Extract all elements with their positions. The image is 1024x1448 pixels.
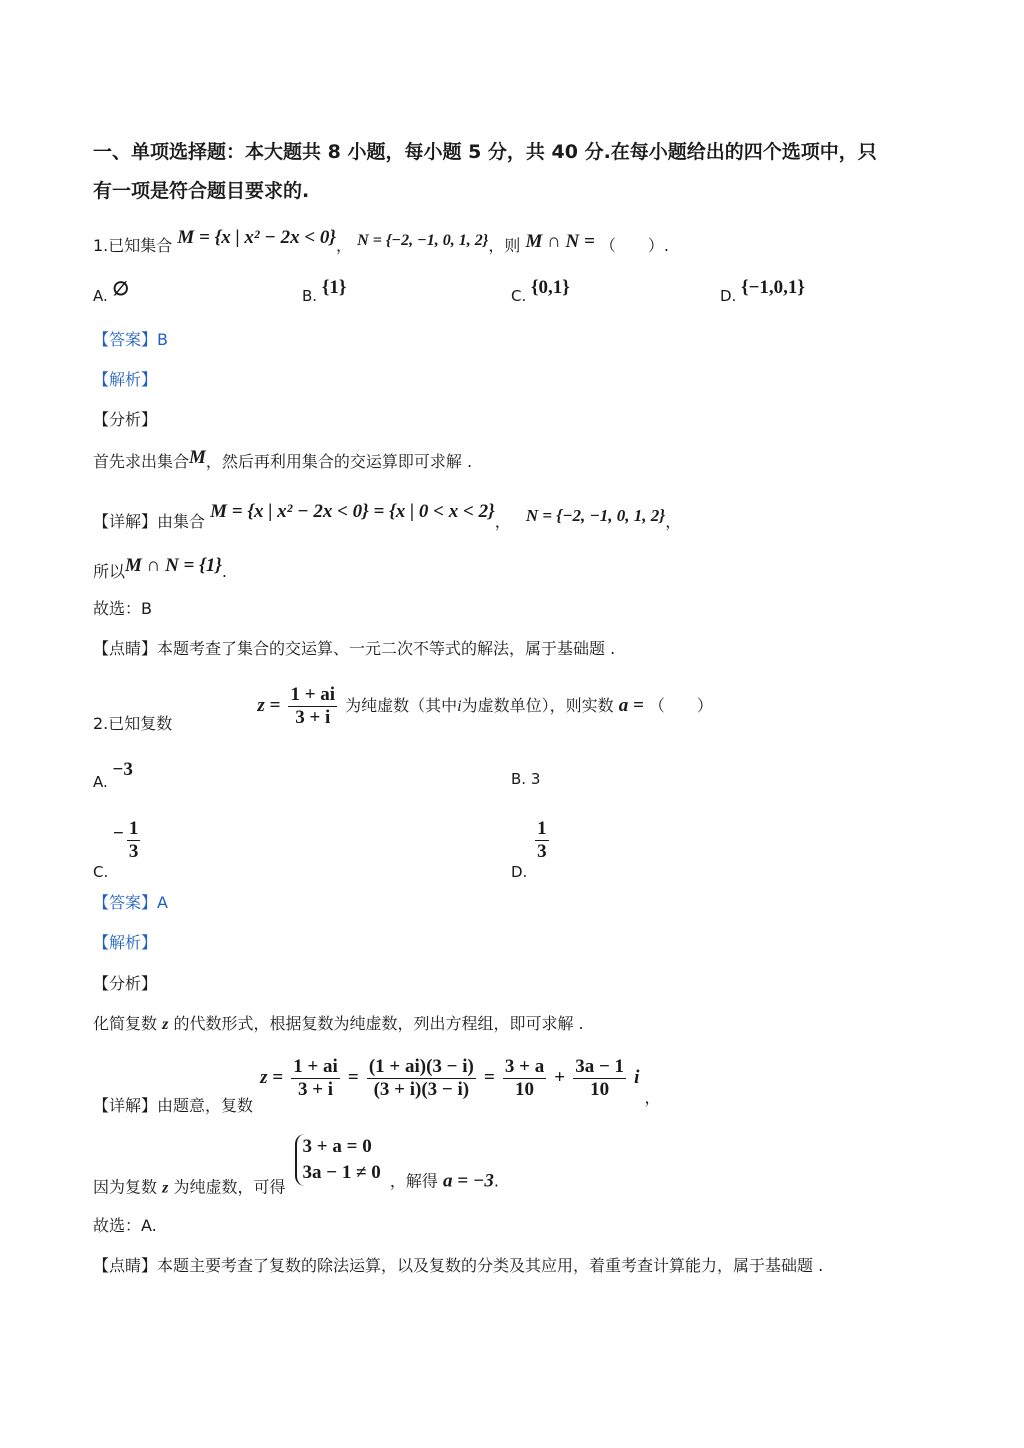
option-value: {1} [321, 277, 347, 298]
math-a: a = [618, 695, 644, 716]
review-tag: 【点睛】 [93, 1256, 158, 1275]
q1-prefix: 1.已知集合 [93, 236, 173, 255]
text: 由题意，复数 [157, 1096, 254, 1115]
equation-1: 3 + a = 0 [302, 1136, 372, 1157]
section-heading-line2: 有一项是符合题目要求的. [93, 180, 310, 202]
q1-option-b [302, 277, 347, 305]
math-eq: = [347, 1067, 359, 1088]
text: 化简复数 [93, 1014, 158, 1033]
q1-option-a [93, 279, 130, 305]
detail-frac-1 [291, 1056, 340, 1101]
q1-expr: M ∩ N = [525, 231, 595, 252]
text: 本题考查了集合的交运算、一元二次不等式的解法，属于基础题 . [157, 639, 616, 658]
option-value: {−1,0,1} [741, 277, 805, 298]
text: 首先求出集合 [93, 452, 190, 471]
numerator: (1 + ai)(3 − i) [368, 1056, 474, 1077]
q2-analysis-tag: 【解析】 [93, 933, 158, 952]
q1-sep: ， [336, 236, 353, 255]
q1-answer [93, 332, 168, 348]
denominator: 10 [590, 1079, 610, 1100]
q2-option-a [93, 759, 133, 791]
q2-fraction [288, 684, 337, 729]
math-plus: + [554, 1067, 566, 1088]
option-letter: D. [720, 287, 737, 305]
numerator: 1 + ai [293, 1056, 338, 1077]
section-heading-line1: 一、单项选择题：本大题共 8 小题，每小题 5 分，共 40 分.在每小题给出的四个选项中，只 [93, 141, 877, 163]
numerator: 1 [537, 818, 547, 839]
math-m: M [189, 447, 206, 468]
q2-detail [93, 1056, 661, 1117]
math-z: z [162, 1016, 169, 1033]
q2-blank: （ ） [648, 696, 713, 715]
detail-tag: 【详解】 [93, 1096, 158, 1115]
q1-fenxi [93, 447, 473, 471]
q2-stem [93, 684, 713, 735]
math-result: M ∩ N = {1} [125, 555, 222, 576]
q1-option-d [720, 277, 805, 305]
q1-review [93, 641, 615, 657]
q1-then: ，则 [488, 236, 521, 255]
math-set-n: N = {−2, −1, 0, 1, 2} [525, 506, 666, 525]
q2-fenxi [93, 1016, 584, 1033]
numerator: 1 + ai [290, 684, 336, 705]
detail-tag: 【详解】 [93, 512, 158, 531]
denominator: 3 [537, 841, 547, 862]
option-value: −3 [112, 759, 133, 780]
q2-review [93, 1258, 823, 1274]
numerator: 1 [128, 818, 139, 839]
denominator: (3 + i)(3 − i) [373, 1079, 470, 1100]
denominator: 3 + i [295, 707, 331, 728]
text: 为虚数单位），则实数 [461, 696, 614, 715]
q1-set-n: N = {−2, −1, 0, 1, 2} [357, 232, 489, 249]
q2-option-c [93, 818, 143, 880]
denominator: 10 [515, 1079, 535, 1100]
numerator: 3a − 1 [575, 1056, 625, 1077]
text: 本题主要考查了复数的除法运算，以及复数的分类及其应用，着重考查计算能力，属于基础题 . [157, 1256, 824, 1275]
answer-value: A [157, 893, 168, 912]
text: . [493, 1171, 499, 1191]
option-fraction [535, 818, 549, 863]
answer-value: B [157, 330, 168, 349]
option-letter: B. [511, 770, 527, 788]
detail-frac-3 [503, 1056, 546, 1101]
math-z: z = [260, 1067, 284, 1088]
text: 所以 [93, 562, 126, 581]
q1-option-c [511, 277, 570, 305]
q2-option-b [511, 772, 540, 787]
answer-tag: 【答案】 [93, 330, 158, 349]
denominator: 3 + i [297, 1079, 334, 1100]
text: ， [644, 1088, 661, 1107]
q1-detail [93, 501, 682, 531]
option-letter: C. [93, 863, 109, 881]
answer-tag: 【答案】 [93, 893, 158, 912]
option-value: 3 [530, 770, 541, 788]
math-solution: a = −3 [443, 1170, 494, 1192]
detail-frac-2 [367, 1056, 476, 1101]
text: ， [665, 512, 682, 531]
text: 为纯虚数，可得 [173, 1177, 286, 1197]
option-letter: A. [93, 287, 108, 305]
math-eq: = [483, 1067, 495, 1088]
q1-so [93, 555, 227, 581]
math-z: z = [257, 695, 281, 716]
text: ， [494, 512, 511, 531]
q2-prefix: 2.已知复数 [93, 714, 173, 733]
option-letter: B. [302, 287, 318, 305]
option-letter: C. [511, 287, 527, 305]
math-i: i [457, 698, 462, 715]
math-z: z [162, 1179, 169, 1197]
text: ，解得 [389, 1171, 438, 1191]
math-set-m: M = {x | x² − 2x < 0} = {x | 0 < x < 2} [210, 501, 495, 522]
equation-system [295, 1134, 381, 1186]
option-value: ∅ [112, 279, 130, 300]
text: 因为复数 [93, 1177, 158, 1197]
q2-answer [93, 895, 168, 911]
option-letter: A. [93, 773, 108, 791]
q1-analysis-tag: 【解析】 [93, 370, 158, 389]
option-letter: D. [511, 863, 528, 881]
text: . [221, 562, 227, 581]
math-i: i [634, 1067, 640, 1088]
text: 由集合 [157, 512, 206, 531]
text: 为纯虚数（其中 [345, 696, 458, 715]
option-sign: − [113, 823, 124, 844]
numerator: 3 + a [504, 1056, 545, 1077]
q1-fenxi-tag: 【分析】 [93, 410, 158, 429]
denominator: 3 [128, 841, 139, 862]
q2-option-d [511, 818, 552, 880]
review-tag: 【点睛】 [93, 639, 158, 658]
option-value: {0,1} [531, 277, 570, 298]
q2-fenxi-tag: 【分析】 [93, 974, 158, 993]
q1-choose: 故选：B [93, 599, 152, 618]
option-fraction [127, 818, 141, 863]
text: 的代数形式，根据复数为纯虚数，列出方程组，即可求解 . [173, 1014, 584, 1033]
q1-blank: （ ）. [599, 236, 670, 255]
q1-stem [93, 227, 670, 255]
equation-2: 3a − 1 ≠ 0 [302, 1162, 381, 1183]
q1-set-m: M = {x | x² − 2x < 0} [177, 227, 337, 248]
detail-frac-4 [573, 1056, 626, 1101]
text: ，然后再利用集合的交运算即可求解 . [205, 452, 473, 471]
q2-choose: 故选：A. [93, 1216, 157, 1235]
q2-because [93, 1134, 499, 1200]
